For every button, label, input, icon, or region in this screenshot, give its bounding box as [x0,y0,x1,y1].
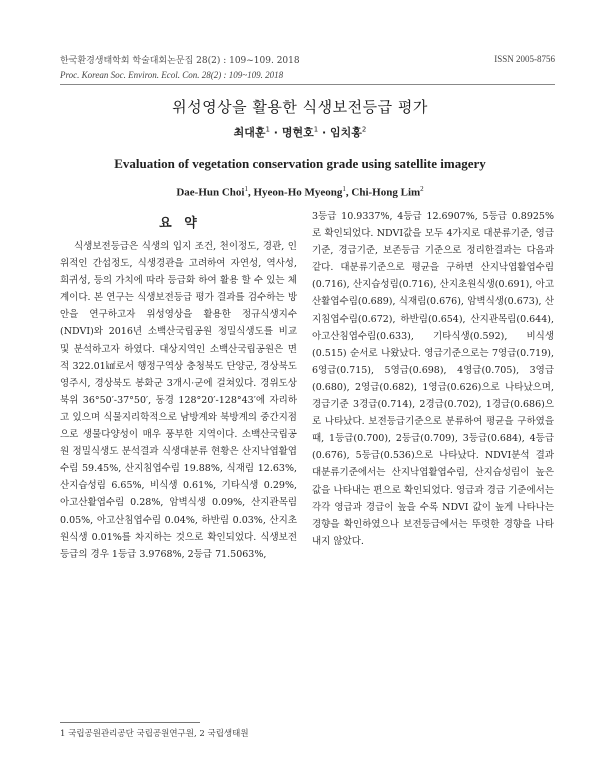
footnote-divider [60,722,200,723]
journal-citation-en: Proc. Korean Soc. Environ. Ecol. Con. 28(2) : 109~109. 2018 [60,70,284,80]
abstract-text-right: 3등급 10.9337%, 4등급 12.6907%, 5등급 0.8925%로 확인되었다. NDVI값을 모두 4가지로 대분류기준, 영급기준, 경급기준, 보존등급 기준으로 정리한결과는 다음과 같다. 대분류기준으로 평균을 구하면 산지낙엽활엽수림(0.716), 산지습성림(0.716), 산지초원식생(0.691), 아고산활엽수림(0.689), 식재림(0.676), 암벽식생(0.673), 산지침엽수림(0.672), 하반림(0.654), 산지관목림(0.644), 아고산침엽수림(0.633), 기타식생(0.592), 비식생(0.515) 순서로 나왔났다. 영급기준으로는 7영급(0.719), 6영급(0.715), 5영급(0.698), 4영급(0.705), 3영급(0.680), 2영급(0.682), 1영급(0.626)으로 나타났으며, 경급기준 3경급(0.714), 2경급(0.702), 1경급(0.686)으로 나타났다. 보전등급기준으로 분류하여 평균을 구하였을때, 1등급(0.700), 2등급(0.709), 3등급(0.684), 4등급(0.676), 5등급(0.536)으로 나타났다. NDVI분석 결과 대분류기준에서는 산지낙엽활엽수림, 산지습성림이 높은 값을 나타내는 편으로 확인되었다. 영급과 경급 기준에서는 각각 영급과 경급이 높을 수록 NDVI 값이 높게 나타나는 경향을 확인하였으나 보전등급에서는 뚜렷한 경향을 나타내지 않았다. [312,211,554,547]
paper-title-en: Evaluation of vegetation conservation grade using satellite imagery [114,156,486,171]
author-separator: · [318,126,331,139]
author-en-3-affil: 2 [420,185,424,193]
author-ko-1-affil: 1 [265,125,270,134]
journal-citation-ko: 한국환경생태학회 학술대회논문집 28(2) : 109~109. 2018 [60,56,300,66]
author-ko-2: 명현호 [281,126,314,139]
affiliation-footnote: 1 국립공원관리공단 국립공원연구원, 2 국립생태원 [60,729,249,739]
author-en-3: Chi-Hong Lim [351,186,421,199]
abstract-heading: 요 약 [159,216,201,231]
paper-title-ko: 위성영상을 활용한 식생보전등급 평가 [172,98,428,116]
author-en-1-affil: 1 [244,185,248,193]
header-divider [60,84,555,85]
authors-ko [0,124,600,140]
author-en-1: Dae-Hun Choi [176,186,245,199]
author-ko-3-affil: 2 [361,125,367,134]
authors-en [0,185,600,199]
issn: ISSN 2005-8756 [494,54,555,64]
abstract-text-left: 식생보전등급은 식생의 입지 조건, 천이정도, 경관, 인위적인 간섭정도, 식생경관을 고려하여 자연성, 역사성, 희귀성, 등의 가치에 따라 등급화 하여 활용 할 수 있는 체계이다. 본 연구는 식생보전등급 평가 결과를 검수하는 방안을 연구하고자 위성영상을 활용한 정규식생지수(NDVI)와 2016년 소백산국립공원 정밀식생도를 비교 및 분석하고자 하였다. 대상지역인 소백산국립공원은 면적 322.01㎢로서 행정구역상 충청북도 단양군, 경상북도 영주시, 경상북도 봉화군 3개시·군에 걸쳐있다. 경위도상 북위 36°50′-37°50′, 동경 128°20′-128°43′에 자리하고 있으며 식물지리학적으로 남방계와 북방계의 중간지점으로 생물다양성이 매우 풍부한 지역이다. 소백산국립공원 정밀식생도 분석결과 식생대분류 현황은 산지낙엽활엽수림 59.45%, 산지침엽수림 19.88%, 식재림 12.63%, 산지습성림 6.65%, 비식생 0.61%, 기타식생 0.29%, 아고산활엽수림 0.28%, 암벽식생 0.09%, 산지관목림 0.05%, 아고산침엽수림 0.04%, 하반림 0.03%, 산지초원식생 0.01%를 차지하는 것으로 확인되었다. 식생보전등급의 경우 1등급 3.9768%, 2등급 71.5063%, [60,241,297,560]
author-ko-3: 임치홍 [330,126,362,139]
author-en-2: Hyeon-Ho Myeong [253,186,343,199]
journal-header [60,54,300,82]
author-en-2-affil: 1 [342,185,346,193]
author-ko-1: 최대훈 [233,126,266,139]
author-ko-2-affil: 1 [313,125,319,134]
author-separator: , [247,186,254,199]
author-separator: , [345,186,352,199]
author-separator: · [269,126,282,139]
